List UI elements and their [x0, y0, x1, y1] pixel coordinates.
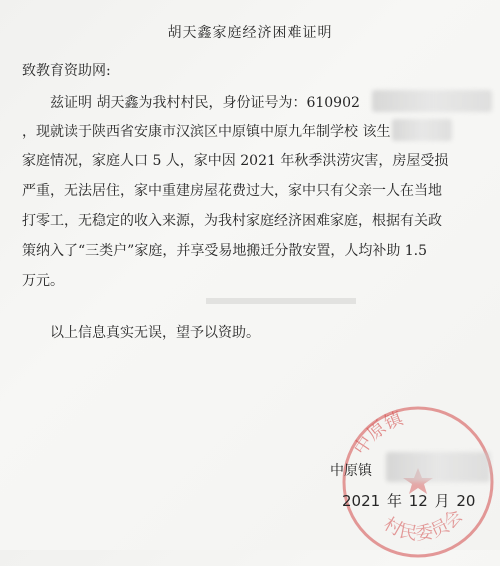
body-line-2: ，现就读于陕西省安康市汉滨区中原镇中原九年制学校 该生 — [22, 124, 391, 140]
body-line-1: 兹证明 胡天鑫为我村村民，身份证号为：610902 — [50, 95, 360, 111]
body-line-3: 家庭情况，家庭人口 5 人，家中因 2021 年秋季洪涝灾害，房屋受损 — [22, 153, 449, 169]
svg-text:村民委员会: 村民委员会 — [380, 505, 467, 545]
body-line-6: 策纳入了“三类户”家庭，并享受易地搬迁分散安置，人均补助 1.5 — [22, 243, 428, 259]
redacted-signature-name — [386, 452, 490, 482]
body-line-4: 严重，无法居住，家中重建房屋花费过大，家中只有父亲一人在当地 — [22, 183, 442, 199]
signature-village: 中原镇 — [330, 463, 372, 479]
document-title: 胡天鑫家庭经济困难证明 — [167, 25, 333, 41]
show-through-mark — [206, 296, 356, 306]
body-line-5: 打零工，无稳定的收入来源，为我村家庭经济困难家庭，根据有关政 — [22, 213, 442, 229]
redacted-school-detail — [392, 119, 452, 141]
official-stamp — [334, 398, 500, 566]
svg-text:中原镇: 中原镇 — [349, 408, 406, 459]
document-date: 2021 年 12 月 20 — [342, 492, 476, 510]
closing-statement: 以上信息真实无误，望予以资助。 — [50, 325, 260, 341]
body-line-7: 万元。 — [22, 273, 64, 289]
redacted-id-number — [372, 90, 492, 112]
salutation: 致教育资助网: — [22, 63, 111, 79]
